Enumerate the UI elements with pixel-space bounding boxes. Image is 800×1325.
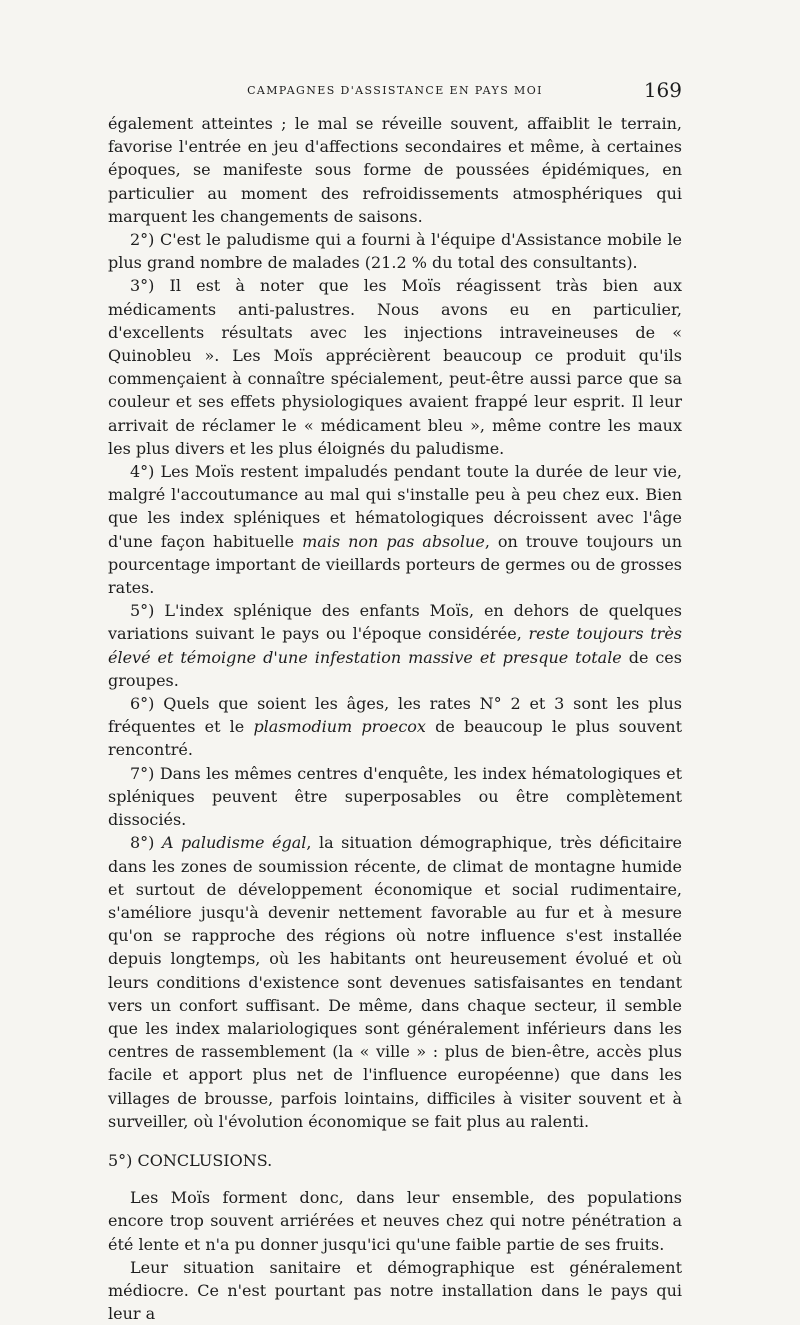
section-heading: 5°) CONCLUSIONS.: [108, 1150, 273, 1170]
text-segment: de ces groupes.: [108, 647, 682, 690]
paragraph-point-5: [108, 599, 682, 692]
paragraph-conclusion-1: Les Moïs forment donc, dans leur ensemble, des populations encore trop souvent arriérées et neuves chez qui notre pénétration a été lente et n'a pu donner jusqu'ici qu'une faible partie de ses fruits.: [108, 1188, 682, 1254]
text-segment: 6°) Quels que soient les âges, les rates N° 2 et 3 sont les plus fréquentes et le: [108, 694, 682, 737]
text-segment: 4°) Les Moïs restent impaludés pendant toute la durée de leur vie, malgré l'accoutumance au mal qui s'installe peu à peu chez eux. Bien que les index spléniques et hématologiques décroissent avec l'âge d'une façon habituelle: [108, 462, 682, 551]
italic-segment: plasmodium proecox: [253, 717, 426, 737]
paragraph-point-6: [108, 692, 682, 762]
text-segment: 5°) L'index splénique des enfants Moïs, en dehors de quelques variations suivant le pays ou l'époque considérée,: [108, 601, 682, 644]
text-segment: 8°): [130, 833, 162, 853]
paragraph-point-2: 2°) C'est le paludisme qui a fourni à l'équipe d'Assistance mobile le plus grand nombre de malades (21.2 % du total des consultants).: [108, 230, 682, 273]
italic-segment: reste toujours très élevé et témoigne d'une infestation massive et presque totale: [108, 624, 682, 667]
text-segment: , la situation démographique, très déficitaire dans les zones de soumission récente, de climat de montagne humide et surtout de développement économique et social rudimentaire, s'améliore jusqu'à devenir nettement favorable au fur et à mesure qu'on se rapproche des régions où notre influence s'est installée depuis longtemps, où les habitants ont heureusement évolué et où leurs conditions d'existence sont devenues satisfaisantes en tendant vers un confort suffisant. De même, dans chaque secteur, il semble que les index malariologiques sont généralement inférieurs dans les centres de rassemblement (la « ville » : plus de bien-être, accès plus facile et apport plus net de l'influence européenne) que dans les villages de brousse, parfois lointains, difficiles à visiter souvent et à surveiller, où l'évolution économique se fait plus au ralenti.: [108, 833, 683, 1131]
text-segment: , on trouve toujours un pourcentage important de vieillards porteurs de germes ou de grosses rates.: [108, 531, 683, 598]
paragraph-point-4: [108, 460, 682, 599]
running-title: CAMPAGNES D'ASSISTANCE EN PAYS MOI: [247, 83, 543, 97]
body-text: [108, 112, 682, 1325]
paragraph-point-3: 3°) Il est à noter que les Moïs réagissent tràs bien aux médicaments anti-palustres. Nous avons eu en particulier, d'excellents résultats avec les injections intraveineuses de « Quinobleu ». Les Moïs apprécièrent beaucoup ce produit qu'ils commençaient à connaître spécialement, peut-être aussi parce que sa couleur et ses effets physiologiques avaient frappé leur esprit. Il leur arrivait de réclamer le « médicament bleu », même contre les maux les plus divers et les plus éloignés du paludisme.: [108, 276, 682, 458]
paragraph-point-7: 7°) Dans les mêmes centres d'enquête, les index hématologiques et spléniques peuvent être superposables ou être complètement dissociés.: [108, 763, 682, 830]
italic-segment: mais non pas absolue: [302, 531, 485, 551]
paragraph-conclusion-2: Leur situation sanitaire et démographique est généralement médiocre. Ce n'est pourtant pas notre installation dans le pays qui leur a: [108, 1257, 682, 1324]
paragraph-continuation: également atteintes ; le mal se réveille souvent, affaiblit le terrain, favorise l'entrée en jeu d'affections secondaires et même, à certaines époques, se manifeste sous forme de poussées épidémiques, en particulier au moment des refroidissements atmosphériques qui marquent les changements de saisons.: [108, 114, 682, 226]
running-head: [108, 78, 682, 102]
text-segment: de beaucoup le plus souvent rencontré.: [108, 717, 683, 760]
italic-segment: A paludisme égal: [161, 833, 307, 853]
paragraph-point-8: [108, 831, 682, 1133]
page-number: 169: [643, 78, 682, 102]
